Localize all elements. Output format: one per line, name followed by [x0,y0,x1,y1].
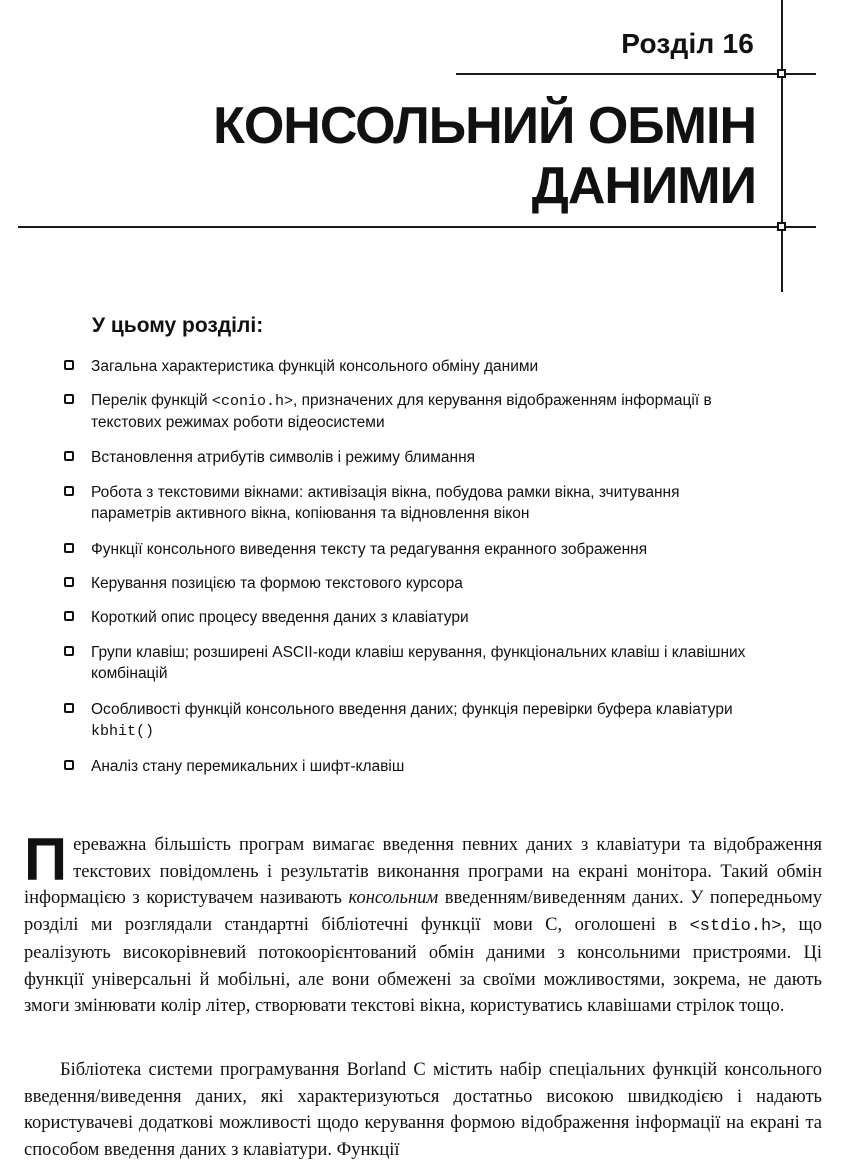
checkbox-bullet-icon [64,360,74,370]
list-item: Перелік функцій <conio.h>, призначених для керування відображенням інформації в текстових режимах роботи відеосистеми [64,390,764,433]
code-stdio-h: <stdio.h> [689,916,782,936]
list-item: Робота з текстовими вікнами: активізація вікна, побудова рамки вікна, зчитування параметрів активного вікна, копіювання та відновлення вікон [64,482,764,524]
checkbox-bullet-icon [64,394,74,404]
checkbox-bullet-icon [64,646,74,656]
checkbox-bullet-icon [64,577,74,587]
code-kbhit: kbhit() [91,723,155,740]
list-item: Аналіз стану перемикальних і шифт-клавіш [64,756,764,777]
checkbox-bullet-icon [64,703,74,713]
emphasis-text: консольним [348,888,439,908]
frame-corner-marker-top [777,69,786,78]
checkbox-bullet-icon [64,543,74,553]
topics-heading: У цьому розділі: [92,314,264,337]
frame-top-rule [456,73,816,75]
chapter-title-line-2: ДАНИМИ [531,157,756,215]
frame-vertical-line [781,0,783,292]
body-paragraph-2: Бібліотека системи програмування Borland С містить набір спеціальних функцій консольного введення/виведення даних, які характеризуються достатньо високою швидкодією і надають користувачеві додаткові можливості щодо керування формою відображення інформації на екрані та способом введення даних з клавіатури. Функції [24,1060,822,1160]
drop-cap: П [24,826,68,893]
code-conio-h: <conio.h> [212,393,294,410]
frame-corner-marker-bottom [777,222,786,231]
list-item: Загальна характеристика функцій консольного обміну даними [64,356,764,377]
list-item: Групи клавіш; розширені ASCII-коди клавіш керування, функціональних клавіш і клавішних комбінацій [64,642,764,684]
list-item: Функції консольного виведення тексту та редагування екранного зображення [64,539,764,560]
list-item: Короткий опис процесу введення даних з клавіатури [64,607,764,628]
checkbox-bullet-icon [64,451,74,461]
section-label: Розділ 16 [621,28,754,59]
checkbox-bullet-icon [64,611,74,621]
list-item: Керування позицією та формою текстового курсора [64,573,764,594]
list-item: Встановлення атрибутів символів і режиму блимання [64,447,764,468]
checkbox-bullet-icon [64,486,74,496]
frame-bottom-rule [18,226,816,228]
body-paragraph-1: Переважна більшість програм вимагає введення певних даних з клавіатури та відображення текстових повідомлень і результатів виконання програми на екрані монітора. Такий обмін інформацією з користувачем називають консольним введенням/виведенням даних. У попередньому розділі ми розглядали стандартні бібліотечні функції мови С, оголошені в <stdio.h>, що реалізують високорівневий потокоорієнтований обмін даними з консольними пристроями. Ці функції універсальні й мобільні, але вони обмежені за своїми можливостями, зокрема, не дають змоги змінювати колір літер, створювати текстові вікна, користуватись клавішами стрілок тощо. [24,826,822,1016]
list-item: Особливості функцій консольного введення даних; функція перевірки буфера клавіатури kbhit() [64,699,764,742]
chapter-title-line-1: КОНСОЛЬНИЙ ОБМІН [213,97,756,155]
checkbox-bullet-icon [64,760,74,770]
